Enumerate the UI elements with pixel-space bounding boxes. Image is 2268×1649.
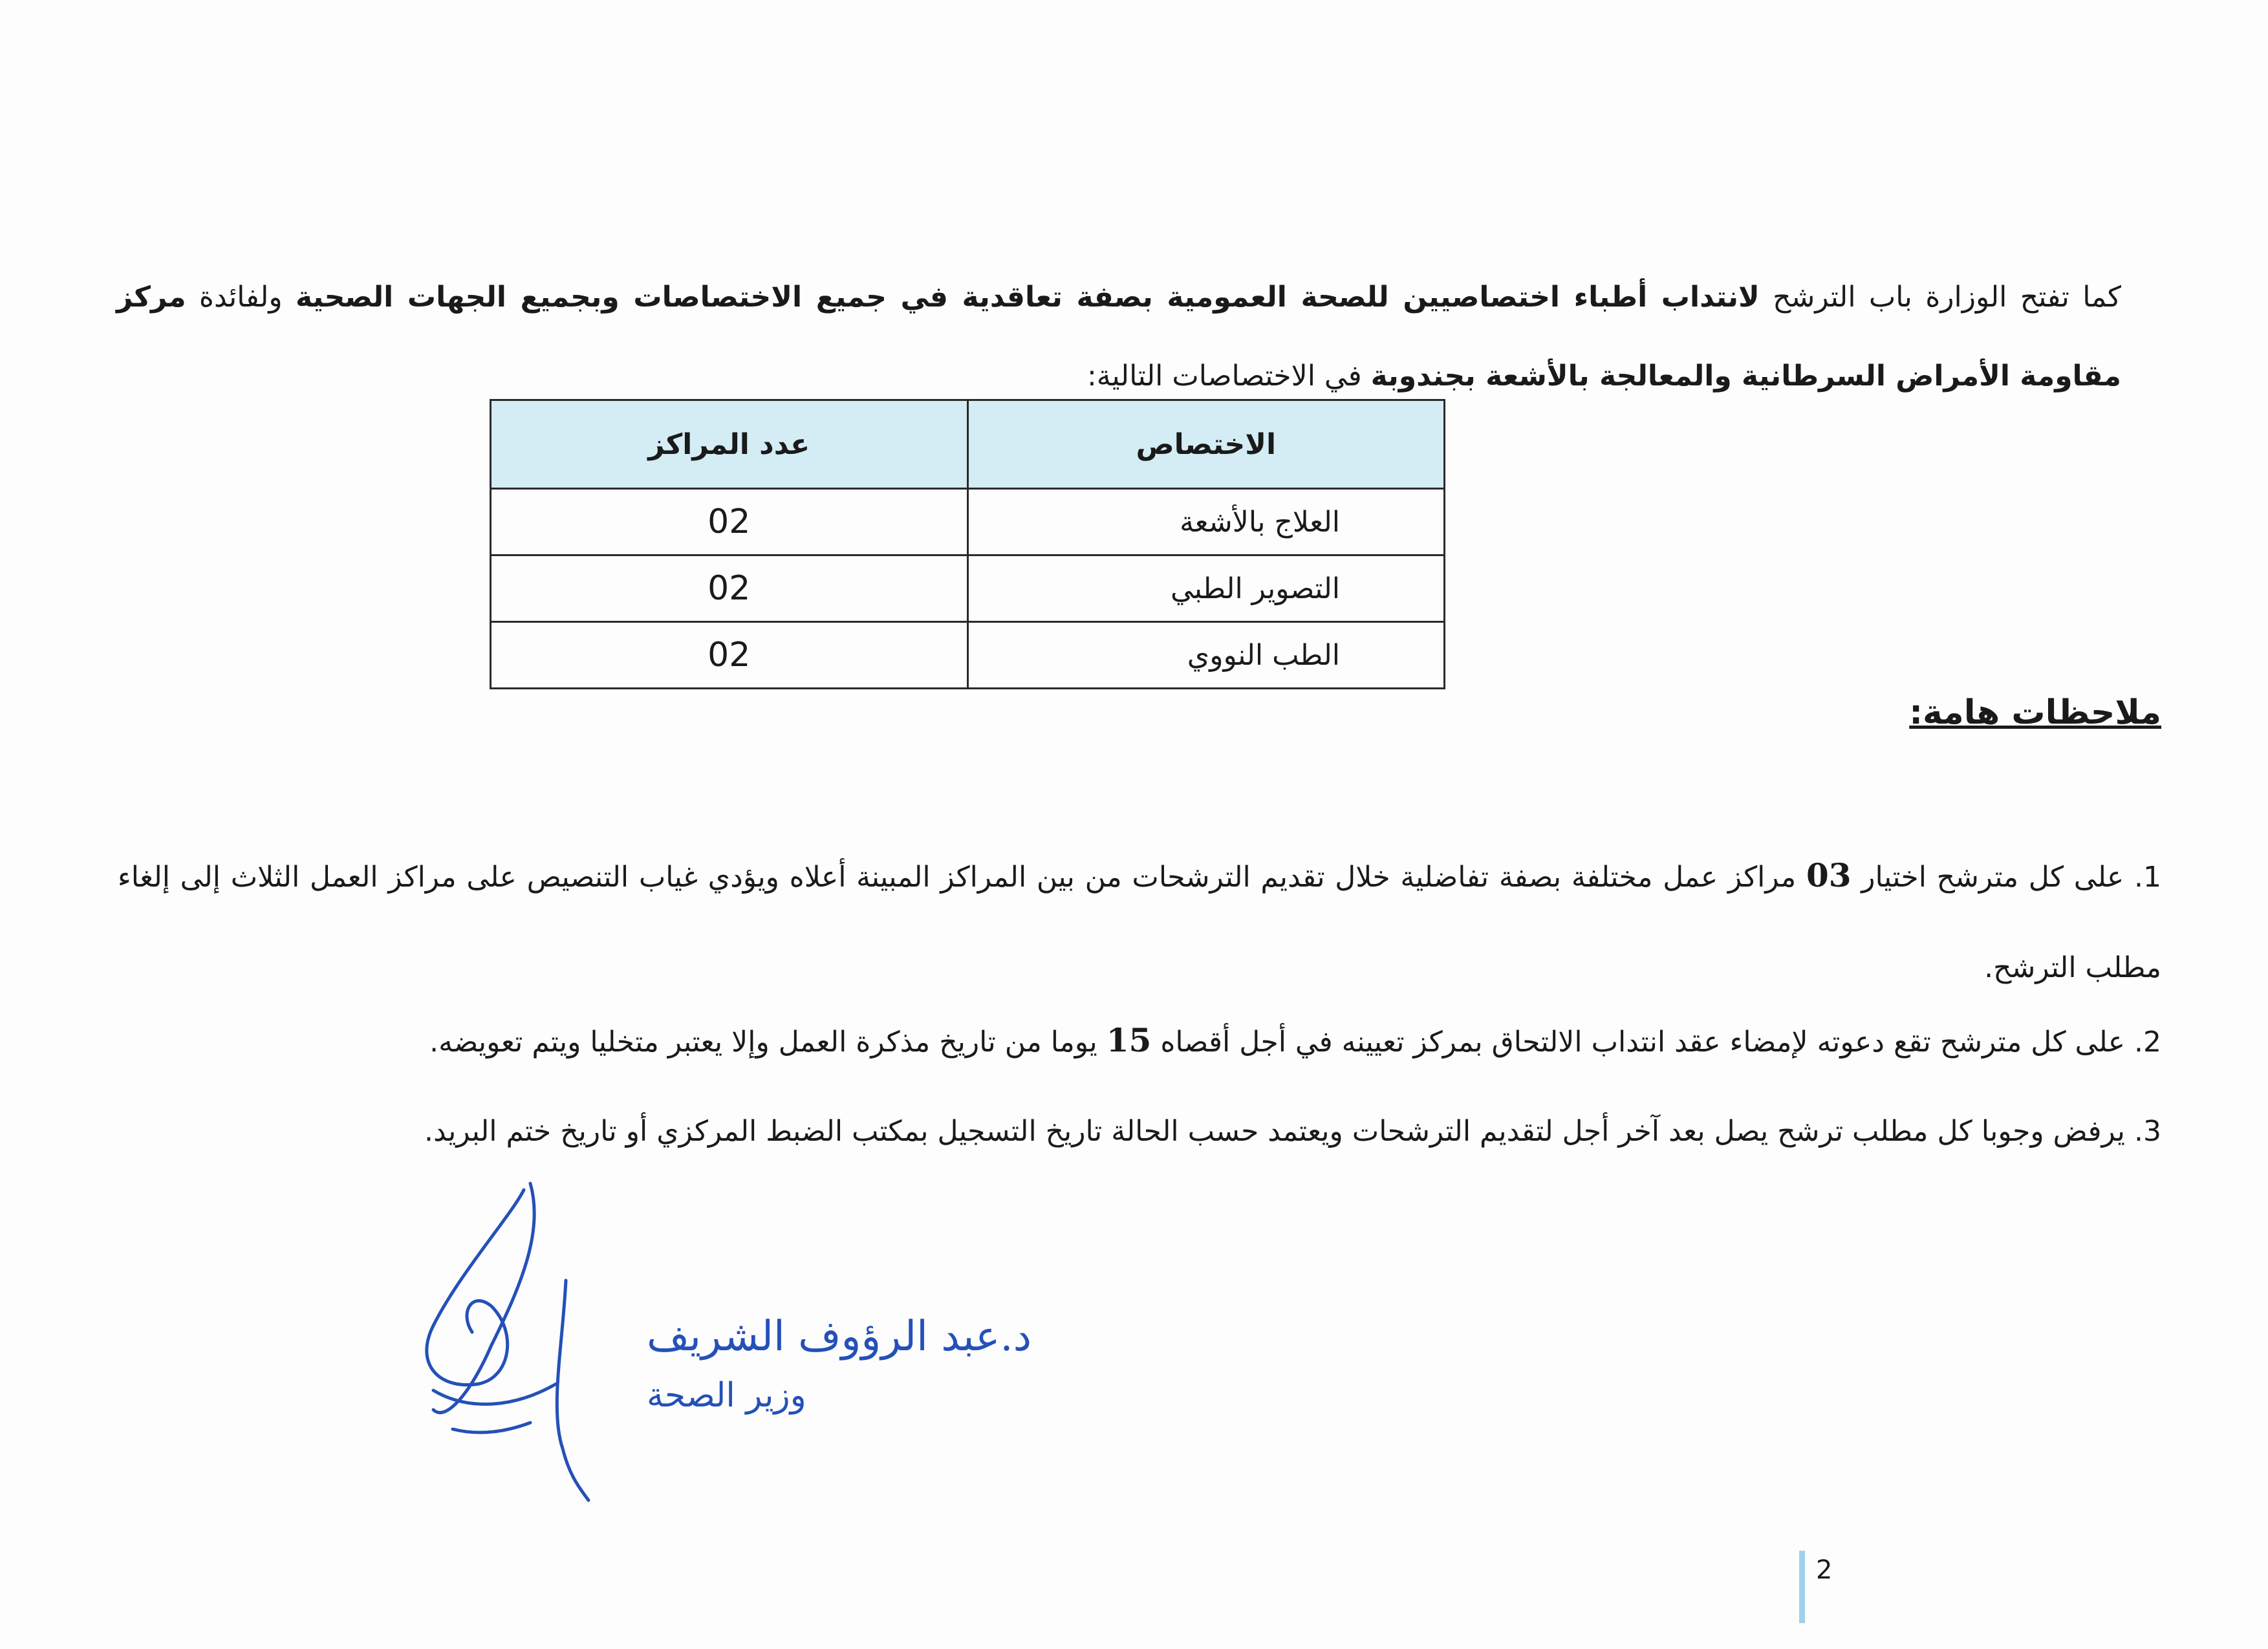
header-count: عدد المراكز	[491, 400, 968, 489]
intro-part-5: في الاختصاصات التالية:	[1086, 360, 1371, 393]
table-header-row	[491, 400, 1445, 489]
note-number: 3.	[2134, 1115, 2161, 1148]
note-text: على كل مترشح اختيار	[1851, 861, 2134, 894]
note-item-3	[424, 1115, 2161, 1148]
signature-name: د.عبد الرؤوف الشريف	[647, 1313, 1032, 1361]
page-number-bar	[1799, 1551, 1805, 1623]
note-text: يرفض وجوبا كل مطلب ترشح يصل بعد آخر أجل لتقديم الترشحات ويعتمد حسب الحالة تاريخ التسجيل بمكتب الضبط المركزي أو تاريخ ختم البريد.	[424, 1115, 2134, 1148]
count-cell: 02	[491, 622, 968, 689]
specialty-cell: العلاج بالأشعة	[967, 489, 1445, 555]
notes-title: ملاحظات هامة:	[1909, 693, 2161, 732]
note-text: على كل مترشح تقع دعوته لإمضاء عقد انتداب الالتحاق بمركز تعيينه في أجل أقصاه	[1151, 1026, 2134, 1059]
signature-drawing	[362, 1177, 1032, 1565]
note-item-2	[429, 1021, 2161, 1059]
intro-part-2: لانتداب أطباء اختصاصيين للصحة العمومية بصفة تعاقدية في جميع الاختصاصات وبجميع الجهات الصحية	[295, 281, 1760, 314]
page-number: 2	[1816, 1555, 1833, 1585]
specialty-cell: التصوير الطبي	[967, 555, 1445, 622]
note-text: مراكز عمل مختلفة بصفة تفاضلية خلال تقديم الترشحات من بين المراكز المبينة أعلاه ويؤدي غياب التنصيص على مراكز العمل الثلاث إلى إلغاء مطلب الترشح.	[118, 861, 2161, 984]
signature-role: وزير الصحة	[647, 1376, 806, 1415]
intro-part-1: كما تفتح الوزارة باب الترشح	[1759, 281, 2121, 314]
note-figure: 15	[1106, 1021, 1152, 1059]
table-row	[491, 489, 1445, 555]
table-row	[491, 622, 1445, 689]
intro-part-4: مركز مقاومة الأمراض السرطانية والمعالجة بالأشعة بجندوبة	[116, 281, 2121, 393]
note-figure: 03	[1806, 856, 1852, 894]
intro-part-3: ولفائدة	[186, 281, 296, 314]
header-specialty: الاختصاص	[967, 400, 1445, 489]
note-text: يوما من تاريخ مذكرة العمل وإلا يعتبر متخليا ويتم تعويضه.	[429, 1026, 1107, 1059]
note-number: 2.	[2134, 1026, 2161, 1059]
table-row	[491, 555, 1445, 622]
signature	[362, 1177, 1032, 1565]
intro-paragraph	[116, 258, 2121, 416]
specialties-table	[490, 399, 1445, 689]
count-cell: 02	[491, 489, 968, 555]
count-cell: 02	[491, 555, 968, 622]
note-number: 1.	[2134, 861, 2161, 894]
note-item-1	[118, 830, 2161, 1013]
specialty-cell: الطب النووي	[967, 622, 1445, 689]
